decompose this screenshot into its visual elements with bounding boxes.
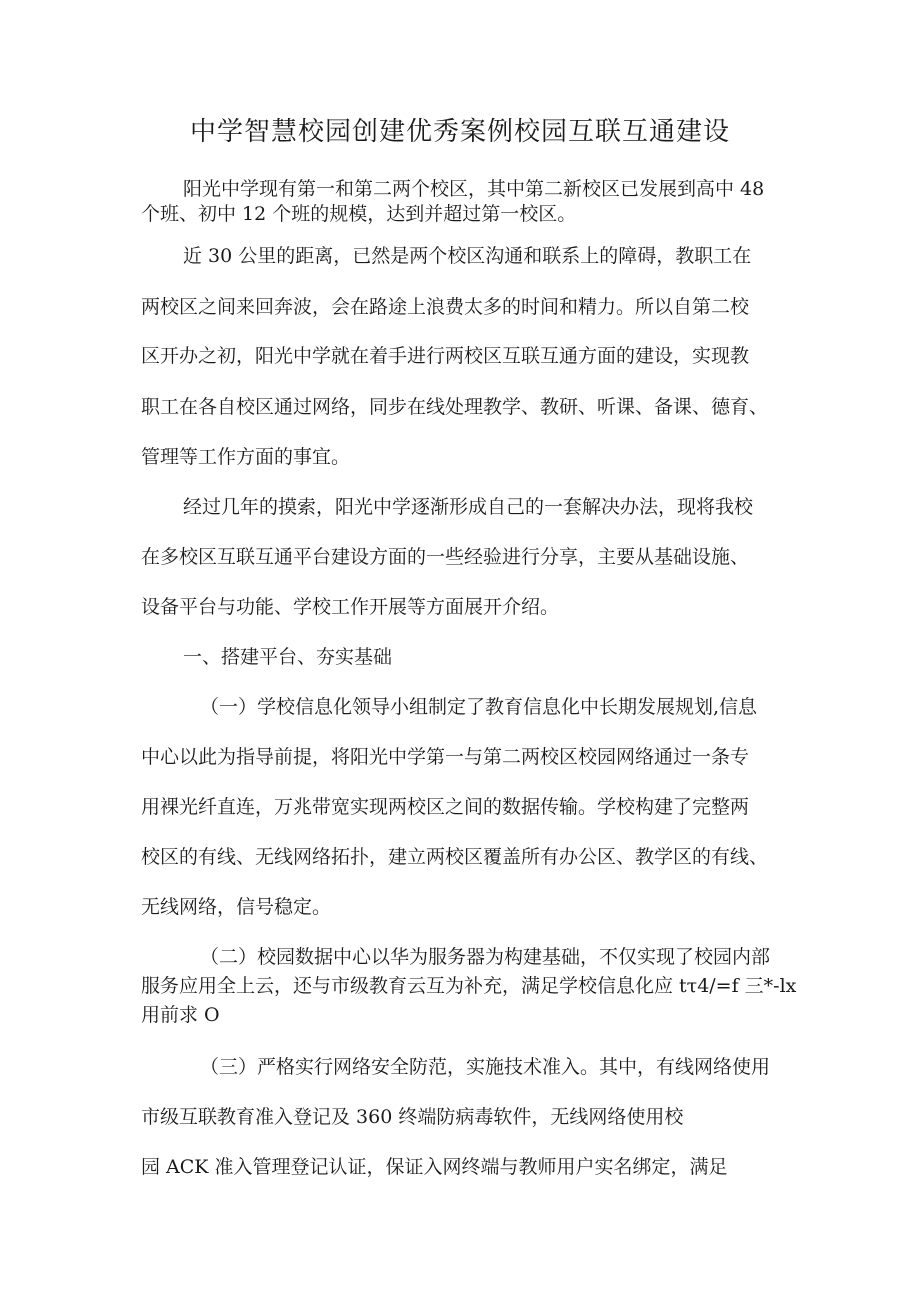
paragraph-line: 近 30 公里的距离，已然是两个校区沟通和联系上的障碍，教职工在 [183,245,752,267]
paragraph-line: 服务应用全上云，还与市级教育云互为补充，满足学校信息化应 tτ4∕=f 三*-lx [141,975,797,997]
paragraph-line: 职工在各自校区通过网络，同步在线处理教学、教研、听课、备课、德育、 [141,396,769,418]
paragraph-line: 用裸光纤直连，万兆带宽实现两校区之间的数据传输。学校构建了完整两 [141,796,750,818]
paragraph-line: 中心以此为指导前提，将阳光中学第一与第二两校区校园网络通过一条专 [141,746,750,768]
paragraph-line: 管理等工作方面的事宜。 [141,446,351,468]
paragraph-line: 市级互联教育准入登记及 360 终端防病毒软件，无线网络使用校 [141,1106,684,1128]
paragraph-line: （二）校园数据中心以华为服务器为构建基础，不仅实现了校园内部 [200,946,771,968]
paragraph-line: 无线网络，信号稳定。 [141,896,332,918]
paragraph-line: 个班、初中 12 个班的规模，达到并超过第一校区。 [141,203,577,225]
paragraph-line: 经过几年的摸索，阳光中学逐渐形成自己的一套解决办法，现将我校 [183,496,754,518]
paragraph-line: 校区的有线、无线网络拓扑，建立两校区覆盖所有办公区、教学区的有线、 [141,846,769,868]
paragraph-line: 园 ACK 准入管理登记认证，保证入网终端与教师用户实名绑定，满足 [141,1156,728,1178]
document-title: 中学智慧校园创建优秀案例校园互联互通建设 [189,117,730,147]
section-heading: 一、搭建平台、夯实基础 [183,646,393,668]
paragraph-line: 阳光中学现有第一和第二两个校区，其中第二新校区已发展到高中 48 [183,178,765,200]
paragraph-line: 在多校区互联互通平台建设方面的一些经验进行分享，主要从基础设施、 [141,546,750,568]
paragraph-line: 设备平台与功能、学校工作开展等方面展开介绍。 [141,596,560,618]
paragraph-line: （一）学校信息化领导小组制定了教育信息化中长期发展规划,信息 [200,696,758,718]
paragraph-line: 用前求 O [141,1004,220,1026]
paragraph-line: 区开办之初，阳光中学就在着手进行两校区互联互通方面的建设，实现教 [141,345,750,367]
paragraph-line: （三）严格实行网络安全防范，实施技术准入。其中，有线网络使用 [200,1056,771,1078]
paragraph-line: 两校区之间来回奔波，会在路途上浪费太多的时间和精力。所以自第二校 [141,296,750,318]
